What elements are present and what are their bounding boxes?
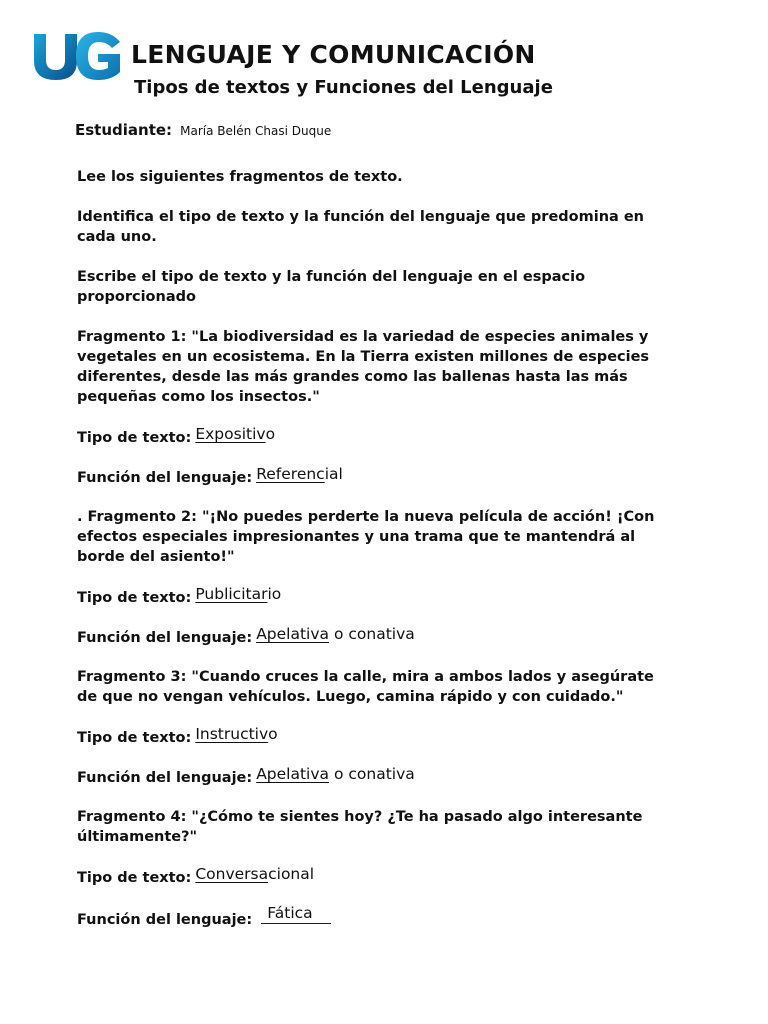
- instruction-1: Lee los siguientes fragmentos de texto.: [77, 169, 403, 185]
- fragment-1-tipo-answer: Expositivo: [195, 425, 276, 443]
- fragment-4-tipo-answer: Conversacional: [195, 865, 315, 883]
- tipo-label: Tipo de texto:: [77, 430, 192, 446]
- tipo-label: Tipo de texto:: [77, 870, 192, 886]
- fragment-2-tipo: [77, 587, 677, 607]
- fragment-4-funcion-blank: [261, 904, 331, 924]
- fragment-1-funcion-answer: Referencial: [256, 465, 343, 483]
- funcion-label: Función del lenguaje:: [77, 470, 253, 486]
- page-title: LENGUAJE Y COMUNICACIÓN: [131, 40, 536, 69]
- funcion-label: Función del lenguaje:: [77, 630, 253, 646]
- fragment-4-funcion-answer: Fática: [267, 904, 313, 922]
- worksheet-content: [77, 167, 677, 947]
- fragment-1-text: Fragmento 1: "La biodiversidad es la variedad de especies animales y vegetales en un ecosistema. En la Tierra existen millones de especies diferentes, desde las más grandes como las ballenas hasta las más pequeñas como los insectos.": [77, 329, 650, 405]
- fragment-3-funcion-answer: Apelativa o conativa: [256, 765, 415, 783]
- fragment-2-funcion-answer: Apelativa o conativa: [256, 625, 415, 643]
- funcion-label: Función del lenguaje:: [77, 770, 253, 786]
- student-line: [75, 120, 331, 139]
- fragment-1-funcion: [77, 467, 677, 487]
- fragment-2-funcion: [77, 627, 677, 647]
- university-logo: [32, 30, 124, 82]
- student-label: Estudiante:: [75, 121, 173, 139]
- fragment-4-funcion: [77, 904, 677, 928]
- student-name: María Belén Chasi Duque: [180, 124, 332, 138]
- page-subtitle: Tipos de textos y Funciones del Lenguaje: [134, 77, 553, 98]
- fragment-3-tipo-answer: Instructivo: [195, 725, 278, 743]
- fragment-4-tipo: [77, 867, 677, 887]
- fragment-3-tipo: [77, 727, 677, 747]
- fragment-3-text: Fragmento 3: "Cuando cruces la calle, mira a ambos lados y asegúrate de que no vengan vehículos. Luego, camina rápido y con cuidado.": [77, 669, 654, 705]
- fragment-3-funcion: [77, 767, 677, 787]
- funcion-label: Función del lenguaje:: [77, 912, 253, 928]
- fragment-2-tipo-answer: Publicitario: [195, 585, 282, 603]
- tipo-label: Tipo de texto:: [77, 590, 192, 606]
- fragment-1-tipo: [77, 427, 677, 447]
- instruction-2: Identifica el tipo de texto y la función del lenguaje que predomina en cada uno.: [77, 209, 645, 245]
- fragment-2-text: . Fragmento 2: "¡No puedes perderte la nueva película de acción! ¡Con efectos especiales impresionantes y una trama que te mantendrá al borde del asiento!": [77, 509, 655, 565]
- fragment-4-text: Fragmento 4: "¿Cómo te sientes hoy? ¿Te ha pasado algo interesante últimamente?": [77, 809, 643, 845]
- tipo-label: Tipo de texto:: [77, 730, 192, 746]
- instruction-3: Escribe el tipo de texto y la función del lenguaje en el espacio proporcionado: [77, 269, 586, 305]
